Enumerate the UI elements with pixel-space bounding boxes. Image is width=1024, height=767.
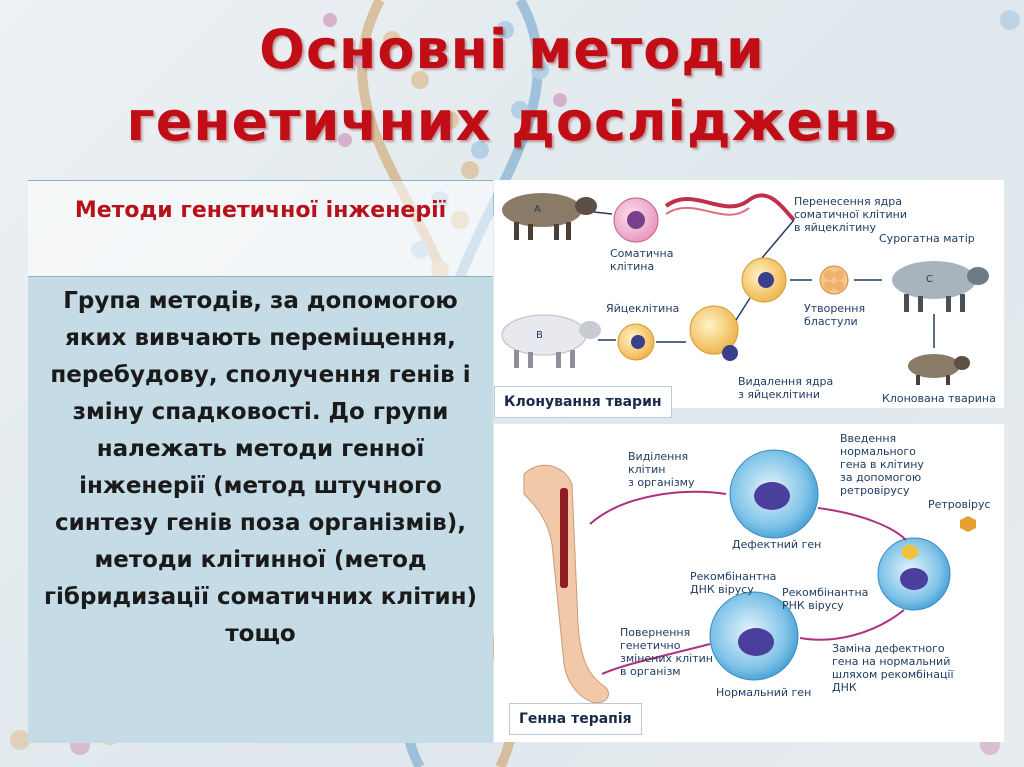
return-cells-label-3: змінених клітин xyxy=(620,652,713,665)
cell-extraction-label-1: Виділення xyxy=(628,450,689,463)
arrow-replace xyxy=(800,610,904,640)
svg-text:Введення нормального xyxy=(840,432,927,497)
sheep-a-label: A xyxy=(534,204,541,215)
blastula-label-1: Утворення xyxy=(804,302,866,315)
nucleus-removal-label-1: Видалення ядра xyxy=(738,375,834,388)
cloned-sheep-icon xyxy=(908,354,970,385)
svg-text:Повернення генетично xyxy=(620,626,717,678)
recombinant-dna-label-1: Рекомбінантна xyxy=(690,570,777,583)
replacement-label-2: гена на нормальний xyxy=(832,655,951,668)
svg-text:Утворення бластули xyxy=(804,302,869,328)
gene-therapy-diagram xyxy=(494,424,1004,742)
egg-cell-label: Яйцеклітина xyxy=(606,302,680,315)
replacement-label-1: Заміна дефектного xyxy=(832,642,945,655)
recombinant-rna-label-2: РНК вірусу xyxy=(782,599,844,612)
cloning-caption: Клонування тварин xyxy=(494,386,672,418)
svg-text:Перенесення ядра соматич xyxy=(794,195,910,234)
methods-panel xyxy=(28,180,493,742)
sheep-c-label: C xyxy=(926,274,933,285)
svg-text:Рекомбінантна РНК вірусу xyxy=(782,586,872,612)
recombinant-dna-label-2: ДНК вірусу xyxy=(690,583,754,596)
arrow-insert xyxy=(818,508,906,540)
sheep-a-icon xyxy=(502,193,597,240)
return-cells-label-2: генетично xyxy=(620,639,681,652)
cell-extraction-label-3: з організму xyxy=(628,476,695,489)
blastula-icon xyxy=(820,266,848,294)
svg-text:Заміна дефектного гена н xyxy=(832,642,957,694)
cloning-figure xyxy=(494,180,1004,408)
panel-header xyxy=(28,180,493,277)
return-cells-label-4: в організм xyxy=(620,665,681,678)
gene-insertion-label-1: Введення xyxy=(840,432,897,445)
svg-text:Соматична клітина xyxy=(610,247,677,273)
panel-header-text: Методи генетичної інженерії xyxy=(74,198,447,223)
svg-text:Рекомбінантна ДНК вірусу xyxy=(690,570,780,596)
svg-text:Виділення клітин з xyxy=(628,450,695,489)
nucleus-transfer-label-1: Перенесення ядра xyxy=(794,195,903,208)
sheep-b-label: B xyxy=(536,330,543,341)
gene-therapy-figure xyxy=(494,424,1004,742)
arrow-extract xyxy=(590,492,726,524)
nucleus-removal-label-2: з яйцеклітини xyxy=(738,388,820,401)
normal-gene-label: Нормальний ген xyxy=(716,686,812,699)
retrovirus-icon xyxy=(960,516,976,532)
cloning-diagram xyxy=(494,180,1004,408)
replacement-label-4: ДНК xyxy=(832,681,857,694)
title-line-1: Основні методи xyxy=(259,18,765,81)
somatic-cell-label-1: Соматична xyxy=(610,247,674,260)
gene-insertion-label-3: гена в клітину xyxy=(840,458,924,471)
gene-insertion-label-2: нормального xyxy=(840,445,916,458)
gene-insertion-label-5: ретровірусу xyxy=(840,484,910,497)
title-line-2: генетичних досліджень xyxy=(126,90,898,153)
slide-title xyxy=(0,14,1024,158)
cell-extraction-label-2: клітин xyxy=(628,463,666,476)
nucleus-transfer-label-2: соматичної клітини xyxy=(794,208,907,221)
panel-body xyxy=(28,276,493,743)
somatic-cell-label-2: клітина xyxy=(610,260,655,273)
surrogate-mother-label: Сурогатна матір xyxy=(879,232,975,245)
recombinant-rna-label-1: Рекомбінантна xyxy=(782,586,869,599)
return-cells-label-1: Повернення xyxy=(620,626,691,639)
sheep-c-icon xyxy=(892,261,989,312)
defective-gene-label: Дефектний ген xyxy=(732,538,822,551)
retrovirus-label: Ретровірус xyxy=(928,498,991,511)
panel-description: Група методів, за допомогою яких вивчають переміщення, перебудову, сполучення генів і зміну спадковості. До групи належать методи генної інженерії (метод штучного синтезу генів поза організмів), методи клітинної (метод гібридизації соматичних клітин) тощо xyxy=(44,288,477,647)
arm-icon xyxy=(524,465,608,703)
gene-insertion-label-4: за допомогою xyxy=(840,471,922,484)
gene-therapy-caption: Генна терапія xyxy=(509,703,642,735)
svg-text:Видалення ядра з яйцеклі xyxy=(738,375,837,401)
cloned-animal-label: Клонована тварина xyxy=(882,392,996,405)
sheep-b-icon xyxy=(502,315,601,368)
replacement-label-3: шляхом рекомбінації xyxy=(832,668,954,681)
nucleus-transfer-label-3: в яйцеклітину xyxy=(794,221,876,234)
blastula-label-2: бластули xyxy=(804,315,858,328)
